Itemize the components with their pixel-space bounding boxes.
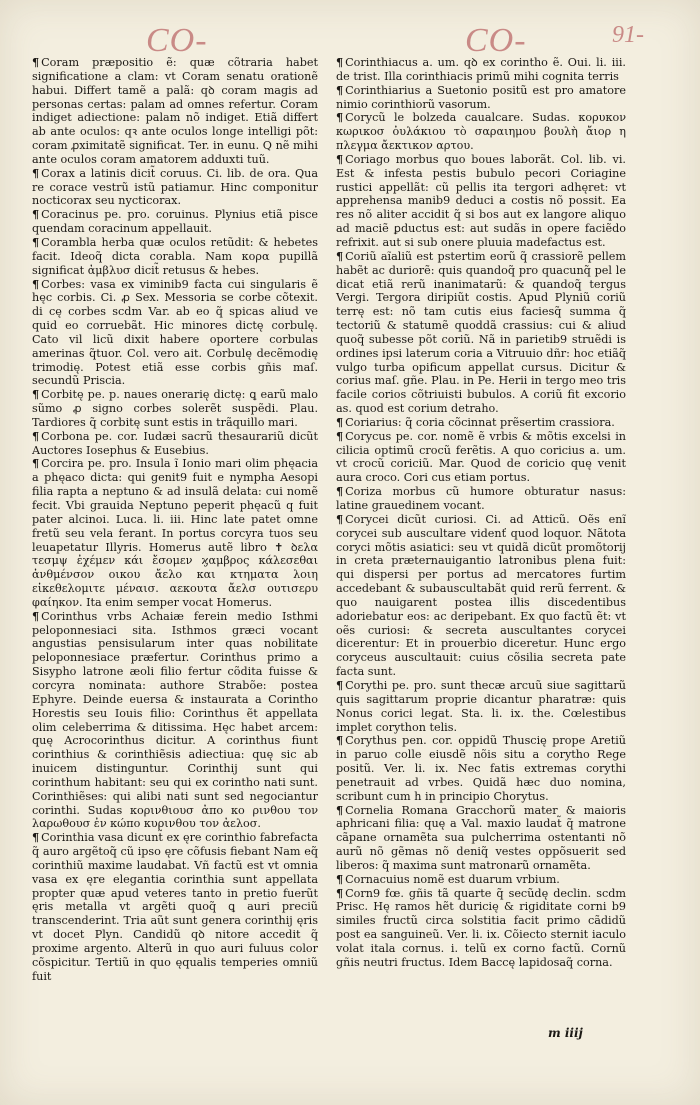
entry-corycum: ¶ Corycũ le bolzeda caualcare. Sudas. κορυκον κωρικοσ ὀυλάκιου τὸ σαραιημου βουλὴ ἄιορ η πλεγμα ἄεκτικον αρτου. [336,110,626,153]
entry-corycus: ¶ Corycus pe. cor. nomẽ ẽ vrbis & mõtis excelsi in cilicia optimũ crocũ ferẽtis. A quo coricius a. um. vt crocũ coriciũ. Mar. Quod de coricio quę venit aura croco. Cori cus etiam portus. [336,428,626,485]
entry-corinthia: ¶ Corinthia vasa dicunt̃ ex ęre corinthio fabrefacta q̃ auro argẽtoq̃ cũ ipso ęre cõfusis fiebant Nam eq̃ corinthiũ maxime laudabat. Vñ factũ est vt omnia vasa ex ęre elegantia corinthia sunt appellata propter quæ apud veteres tanto in pretio fuerũt ęris metalla vt argẽti quoq̃ ꝗ auri preciũ transcenderint. Tria aũt sunt genera corinthij ęris vt docet Plyn. Candidũ qꝺ nitore accedit q̃ proxime argento. Alterũ in quo auri fuluus color cõspicitur. Tertiũ in quo ęqualis temperies omniũ fuit [32,830,318,983]
running-head-left: CO- [146,22,208,59]
entry-cornus: ¶ Corn9 fœ. gñis tã quarte q̃ secũdę declin. scdm Prisc. Hę ramos hẽt duricię & rigiditate corni b9 similes fructũ circa solstitia facit primo cãdidũ post ea sanguineũ. Ver. li. ix. Cõiecto sternit iaculo volat itala cornus. i. telũ ex corno factũ. Cornũ gñis neutri fructus. Idem Baccę lapidosaq̃ corna. [336,885,626,969]
paragraph-mark-icon: ¶ [336,414,344,429]
running-head-right: CO- [465,22,527,59]
entry-cornacuius: ¶ Cornacuius nomẽ est duarum vrbium. [336,871,560,886]
entry-corbona: ¶ Corbona pe. cor. Iudæi sacrũ thesaurariũ dicũt Auctores Iosephus & Eusebius. [32,428,318,457]
paragraph-mark-icon: ¶ [32,456,40,471]
paragraph-mark-icon: ¶ [336,110,344,125]
signature-mark: m iiij [548,1026,583,1040]
paragraph-mark-icon: ¶ [336,802,344,817]
entry-coriarius: ¶ Coriarius: q̃ coria cõcinnat prẽsertim crassiora. [336,414,615,429]
paragraph-mark-icon: ¶ [32,428,40,443]
paragraph-mark-icon: ¶ [32,387,40,402]
paragraph-mark-icon: ¶ [336,871,344,886]
paragraph-mark-icon: ¶ [32,234,40,249]
entry-corambla: ¶ Corambla herba quæ oculos retũdit: & hebetes facit. Ideoq̃ dicta corabla. Nam κορα pupillã significat ἀμβλυσ dicit̃ retusus & hebes. [32,234,318,277]
paragraph-mark-icon: ¶ [336,151,344,166]
paragraph-mark-icon: ¶ [336,511,344,526]
paragraph-mark-icon: ¶ [32,608,40,623]
paragraph-mark-icon: ¶ [336,885,344,900]
entry-corythi: ¶ Corythi pe. pro. sunt thecæ arcuũ siue sagittarũ quis sagittarum proprie dicantur pharatræ: quis Nonus corici legat. Sta. li. ix. the. Cœlestibus implet corython telis. [336,677,626,734]
paragraph-mark-icon: ¶ [336,484,344,499]
folio-number: 91- [612,22,644,48]
paragraph-mark-icon: ¶ [336,428,344,443]
entry-cornelia: ¶ Cornelia Romana Gracchorũ mater & maioris aphricani filia: quę a Val. maxio laudat̃ q̃ matrone cãpane ornamẽta sua pulcherrima ostentanti nõ aurũ nõ gẽmas nõ deniq̃ vestes oppõsuerit sed liberos: q̃ maxima sunt matronarũ ornamẽta. [336,802,626,872]
entry-corinthiacus: ¶ Corinthiacus a. um. qꝺ ex corintho ẽ. Oui. li. iii. de trist. Illa corinthiacis primũ mihi cognita terris [336,55,626,83]
paragraph-mark-icon: ¶ [336,82,344,97]
entry-corbes: ¶ Corbes: vasa ex viminib9 facta cui singularis ẽ hęc corbis. Ci. ꝓ Sex. Messoria se corbe cõtexit. di cę corbes scdm Var. ab eo q̃ spicas aliud ve quid eo corruebãt. Hic minores dictę corbulę. Cato vil licũ dixit habere oportere corbulas amerinas q̃tuor. Col. vero ait. Corbulę decẽmodię trimodię. Potest etiã esse corbis gñis maſ. secundũ Priscia. [32,276,318,388]
entry-coriza: ¶ Coriza morbus cũ humore obturatur nasus: latine grauedinem vocant. [336,484,626,512]
left-column [32,56,318,984]
entry-corium: ¶ Coriũ aĩaliũ est pstertim eorũ q̃ crassiorẽ pellem habẽt ac duriorẽ: quis quandoq̃ pro quacunq̃ pel le dicat etiã rerũ inanimatarũ: & quandoq̃ tergus Vergi. Tergora diripiũt costis. Apud Plyniũ coriũ terrę est: nõ tam cutis eius faciesq̃ summa q̃ tectoriũ & statumẽ quoddã crassius: cui & aliud quoq̃ subesse põt coriũ. Nã in parietib9 struẽdi is ordines ipsi laterum coria a Vitruuio dñr: hoc etiãq̃ vulgo turba opificum appellat cursus. Dicitur & corius maſ. gñe. Plau. in Pe. Herii in tergo meo tris facile corios cõtriuisti bubulos. A coriũ fit excorio as. quod est corium detraho. [336,248,626,416]
paragraph-mark-icon: ¶ [32,276,40,291]
entry-corinthus: ¶ Corinthus vrbs Achaiæ ferein medio Isthmi peloponnesiaci sita. Isthmos græci vocant angustias pensisularum inter quas nobilitate peloponnesiace præfertur. Corinthus primo a Sisypho latrone æoli filio fertur cõdita fuisse & corcyra nominata: authore Strabõe: postea Ephyre. Deinde euersa & instaurata a Corintho Horestis seu Iouis filio: Corinthus ẽt appellata olim celeberrima & ditissima. Hęc habet arcem: quę Acrocorinthus dicitur. A corinthus fiunt corinthius & corinthiẽsis adiectiua: quę sic ab inuicem distinguntur. Corinthij sunt qui corinthum habitant: seu qui ex corintho nati sunt. Corinthiẽses: qui alibi nati sunt sed negociantur corinthi. Sudas κορινθιουσ ἀπο κο ρινθου τον λαρωθουσ ἐν κώπο κυρινθου τον ἀελοσ. [32,608,318,831]
right-column [336,56,626,970]
paragraph-mark-icon: ¶ [336,733,344,748]
entry-coriago: ¶ Coriago morbus quo boues laborãt. Col. lib. vi. Est & infesta pestis bubulo pecori Coriagine rustici appellãt: cũ pellis ita tergori adhęret: vt apprehensa manib9 deduci a costis nõ possit. Ea res nõ aliter accidit q̃ si bos aut ex langore aliquo ad maciẽ ꝑductus est: aut sudãs in opere faciẽdo refrixit. aut si sub onere pluuia madefactus est. [336,151,626,249]
paragraph-mark-icon: ¶ [32,55,40,69]
paragraph-mark-icon: ¶ [32,165,40,180]
paragraph-mark-icon: ¶ [336,677,344,692]
entry-coram: ¶ Coram præpositio ẽ: quæ cõtraria habet significatione a clam: vt Coram senatu orationẽ habui. Differt tamẽ a palã: qꝺ coram magis ad personas certas: palam ad omnes refertur. Coram indiget adiectione: palam nõ indiget. Etiã differt ab ante oculos: qꝛ ante oculos longe intelligi põt: coram ꝓximitatẽ significat. Ter. in eunu. Q nẽ mihi ante oculos coram amatorem adduxti tuũ. [32,55,318,166]
entry-corax: ¶ Corax a latinis dicit̃ coruus. Ci. lib. de ora. Qua re corace vestrũ istũ patiamur. Hinc componitur nocticorax seu nycticorax. [32,165,318,208]
entry-corycei: ¶ Corycei dicũt curiosi. Ci. ad Atticũ. Oẽs enĩ corycei sub auscultare videnť quod loquor. Nãtota coryci mõtis asiatici: seu vt quidã dicũt promõtorij in creta præternauigantio latronibus plena fuit: qui dispersi per portus ad mercatores furtim accedebant & subauscultabãt quid rerũ ferrent. & quo nauigarent postea illis discedentibus adoriebatur eos: ac deripebant. Ex quo factũ ẽt: vt oẽs curiosi: & secreta auscultantes corycei dicerentur: Et in prouerbio diceretur. Hunc ergo coryceus auscultauit: cuius cõsilia secreta pate facta sunt. [336,511,626,679]
entry-corythus: ¶ Corythus pen. cor. oppidũ Thuscię prope Aretiũ in paruo colle eiusdẽ nõis situ a corytho Rege positũ. Ver. li. ix. Nec fatis extremas corythi penetrauit ad vrbes. Quidã hæc duo nomina, scribunt cum h in principio Chorytus. [336,733,626,803]
paragraph-mark-icon: ¶ [336,248,344,263]
paragraph-mark-icon: ¶ [336,55,344,69]
entry-corinthiarius: ¶ Corinthiarius a Suetonio positũ est pro amatore nimio corinthiorũ vasorum. [336,82,626,111]
paragraph-mark-icon: ¶ [32,207,40,222]
paragraph-mark-icon: ¶ [32,830,40,845]
entry-coracinus: ¶ Coracinus pe. pro. coruinus. Plynius etiã pisce quendam coracinum appellauit. [32,207,318,236]
entry-corbitae: ¶ Corbitę pe. p. naues onerarię dictę: ꝗ earũ malo sũmo ꝓ signo corbes solerẽt suspẽdi. Plau. Tardiores q̃ corbitę sunt estis in trãquillo mari. [32,387,318,429]
entry-corcira: ¶ Corcira pe. pro. Insula ĩ Ionio mari olim phęacia a phęaco dicta: qui genit9 fuit e nympha Aesopi filia rapta a neptuno & ad insulã delata: cui nomẽ fecit. Vbi grauida Neptuno peperit phęacũ q fuit pater alcinoi. Luca. li. iii. Hinc late patet omne fretũ seu vela ferant. In portus corcyra tuos seu leuapetatur Illyris. Homerus autẽ libro ✝ ꝺελα τεσμψ ἐχέμεν κάι ἔσομεν ϗαμβρος κάλεσεθαι ἀνθμένσον οικου ἄελο και κτηματα λοιη εἰκεθελομιτε μέναισ. αεκουτα ἄελσ ουτισερυ φαίηκον. Ita enim semper vocat Homerus. [32,456,318,609]
